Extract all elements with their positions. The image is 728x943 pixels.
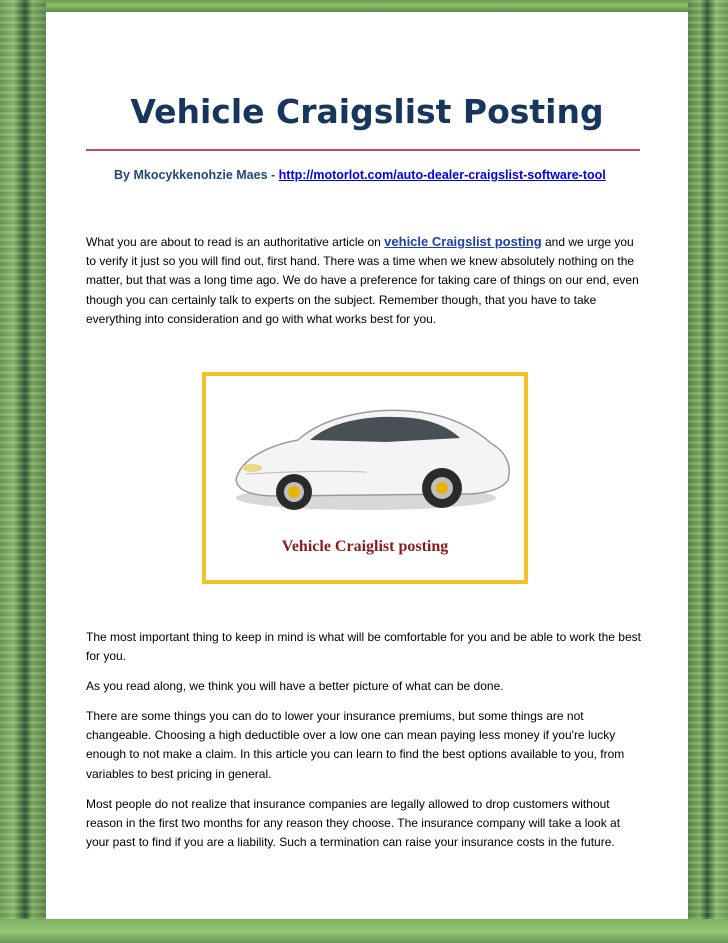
paragraph-1: The most important thing to keep in mind is what will be comfortable for you and be able to work the best for you.	[86, 630, 641, 664]
decorative-border-left	[0, 0, 46, 943]
rear-brake	[436, 482, 448, 494]
decorative-border-bottom	[0, 919, 728, 943]
image-caption: Vehicle Craiglist posting	[281, 538, 449, 555]
document-body	[46, 12, 688, 919]
front-brake	[288, 486, 300, 498]
document-title: Vehicle Craigslist Posting	[130, 92, 604, 131]
paragraph-2: As you read along, we think you will have a better picture of what can be done.	[86, 679, 504, 693]
decorative-border-right	[688, 0, 728, 943]
car-image	[202, 372, 528, 584]
title-divider	[86, 149, 640, 151]
intro-text-before: What you are about to read is an authoritative article on	[86, 235, 385, 249]
paragraph-3: There are some things you can do to lower your insurance premiums, but some things are not changeable. Choosing a high deductible over a low one can mean paying less money if you're lucky enough to not make a claim. In this article you can learn to find the best options available to you, from variables to best pricing in general.	[86, 709, 625, 781]
paragraph-4: Most people do not realize that insurance companies are legally allowed to drop customers without reason in the first two months for any reason they choose. The insurance company will take a look at your past to find if you are a liability. Such a termination can raise your insurance costs in the future.	[86, 797, 621, 850]
byline-author: By Mkocykkenohzie Maes -	[114, 168, 279, 182]
byline	[114, 168, 606, 182]
intro-paragraph	[86, 232, 646, 329]
intro-text-after: and we urge you to verify it just so you will find out, first hand. There was a time when we knew absolutely nothing on the matter, but that was a long time ago. We do have a preference for taking care of things on our end, even though you can certainly talk to experts on the subject. Remember though, that you have to take everything into consideration and go with what works best for you.	[86, 235, 639, 326]
intro-link[interactable]: vehicle Craigslist posting	[384, 234, 542, 249]
car-headlight	[242, 464, 262, 472]
decorative-border-top	[0, 0, 728, 12]
byline-link[interactable]: http://motorlot.com/auto-dealer-craigslist-software-tool	[278, 168, 606, 182]
